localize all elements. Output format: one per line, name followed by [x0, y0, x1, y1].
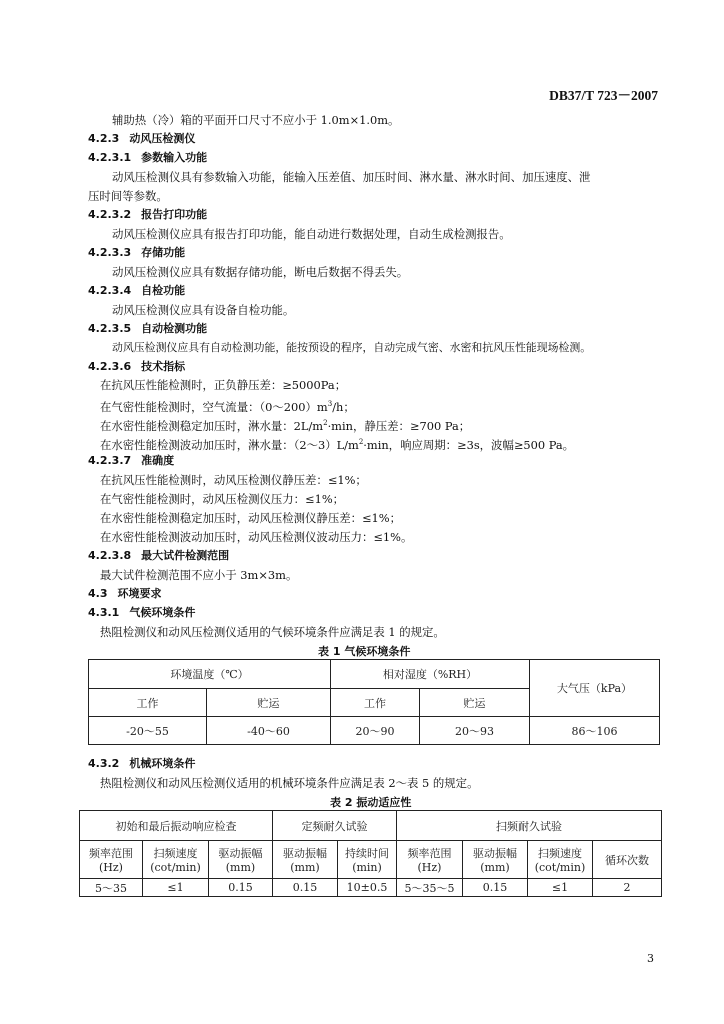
table-cell: 5～35: [80, 879, 143, 897]
section-heading: 4.2.3.6 技术指标: [88, 360, 186, 373]
body-text: 在水密性能检测波动加压时，淋水量：$(2\sim 3)L/m^2\cdot\min$，响应周期：≥3s，波幅≥500 Pa。: [100, 437, 575, 452]
body-text: 热阻检测仪和动风压检测仪适用的机械环境条件应满足表 2～表 5 的规定。: [100, 776, 479, 790]
table-cell: 0.15: [209, 879, 273, 897]
table-caption: 表 1 气候环境条件: [318, 645, 411, 658]
section-heading: 4.2.3.4 自检功能: [88, 284, 186, 297]
body-text: 在抗风压性能检测时，正负静压差：≥5000Pa；: [100, 378, 347, 392]
table-header: 工作: [331, 689, 420, 717]
table-header: 驱动振幅 (mm): [463, 841, 528, 879]
page-number: 3: [647, 952, 654, 965]
table-cell: 10±0.5: [338, 879, 397, 897]
table-cell: 0.15: [463, 879, 528, 897]
body-text: 在气密性能检测时，动风压检测仪压力：≤1%；: [100, 492, 345, 506]
table-cell: 5～35～5: [397, 879, 463, 897]
table-cell: 20～93: [420, 717, 530, 745]
table-header: 驱动振幅 (mm): [209, 841, 273, 879]
table-row: [89, 717, 660, 745]
table-cell: ≤1: [528, 879, 593, 897]
table-header: 循环次数: [593, 841, 662, 879]
body-text: 在水密性能检测稳定加压时，动风压检测仪静压差：≤1%；: [100, 511, 401, 525]
body-text: 动风压检测仪应具有报告打印功能，能自动进行数据处理，自动生成检测报告。: [112, 227, 511, 241]
table-header: 工作: [89, 689, 207, 717]
table-cell: 86～106: [530, 717, 660, 745]
section-heading: 4.2.3.3 存储功能: [88, 246, 186, 259]
table-caption: 表 2 振动适应性: [330, 796, 412, 809]
table-header: 扫频速度 (cot/min): [143, 841, 209, 879]
section-heading: 4.2.3.1 参数输入功能: [88, 151, 208, 164]
table-header: 大气压（kPa）: [530, 660, 660, 717]
body-text: 压时间等参数。: [88, 189, 168, 203]
table-cell: 2: [593, 879, 662, 897]
table-header: 频率范围 (Hz): [397, 841, 463, 879]
section-heading: 4.3.2 机械环境条件: [88, 757, 196, 770]
table-group-header: 定频耐久试验: [273, 811, 397, 841]
body-text: 动风压检测仪应具有自动检测功能，能按预设的程序，自动完成气密、水密和抗风压性能现场检测。: [112, 341, 592, 354]
table-header: 相对湿度（%RH）: [331, 660, 530, 689]
section-heading: 4.2.3.5 自动检测功能: [88, 322, 208, 335]
table-row: [80, 879, 662, 897]
table-cell: 0.15: [273, 879, 338, 897]
section-heading: 4.2.3.8 最大试件检测范围: [88, 549, 230, 562]
table-header: 持续时间 (min): [338, 841, 397, 879]
table-header: 频率范围 (Hz): [80, 841, 143, 879]
vibration-table: [79, 810, 662, 897]
table-group-header: 扫频耐久试验: [397, 811, 662, 841]
body-text: 动风压检测仪应具有设备自检功能。: [112, 303, 295, 317]
body-text: 动风压检测仪具有参数输入功能，能输入压差值、加压时间、淋水量、淋水时间、加压速度、泄: [112, 170, 591, 184]
body-text: 动风压检测仪应具有数据存储功能，断电后数据不得丢失。: [112, 265, 409, 279]
section-heading: 4.3.1 气候环境条件: [88, 606, 196, 619]
climate-table: [88, 659, 660, 745]
body-text: 在水密性能检测波动加压时，动风压检测仪波动压力：≤1%。: [100, 530, 413, 544]
body-text: 在抗风压性能检测时，动风压检测仪静压差：≤1%；: [100, 473, 367, 487]
body-text: 辅助热（冷）箱的平面开口尺寸不应小于 1.0m×1.0m。: [112, 113, 400, 127]
section-heading: 4.2.3.2 报告打印功能: [88, 208, 208, 221]
section-heading: 4.3 环境要求: [88, 587, 162, 600]
document-id: DB37/T 723－2007: [549, 88, 658, 103]
body-text: 在水密性能检测稳定加压时，淋水量：$2L/m^2\cdot\min$，静压差：≥700 Pa；: [100, 418, 471, 433]
table-group-header: 初始和最后振动响应检查: [80, 811, 273, 841]
body-text: 最大试件检测范围不应小于 3m×3m。: [100, 568, 298, 582]
section-heading: 4.2.3.7 准确度: [88, 454, 175, 467]
table-header: 扫频速度 (cot/min): [528, 841, 593, 879]
table-header: 环境温度（℃）: [89, 660, 331, 689]
table-cell: ≤1: [143, 879, 209, 897]
body-text: 热阻检测仪和动风压检测仪适用的气候环境条件应满足表 1 的规定。: [100, 625, 445, 639]
table-cell: -20～55: [89, 717, 207, 745]
table-cell: 20～90: [331, 717, 420, 745]
table-header: 贮运: [207, 689, 331, 717]
body-text: 在气密性能检测时，空气流量：$(0\sim 200)m^3/h$；: [100, 399, 355, 414]
table-header: 贮运: [420, 689, 530, 717]
section-heading: 4.2.3 动风压检测仪: [88, 132, 196, 145]
table-cell: -40～60: [207, 717, 331, 745]
table-header: 驱动振幅 (mm): [273, 841, 338, 879]
